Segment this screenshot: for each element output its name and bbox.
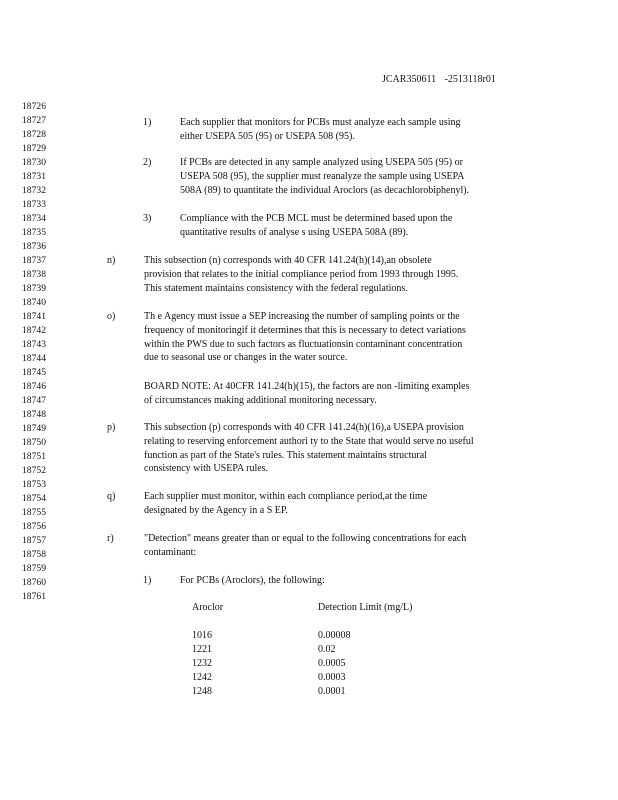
- text-line: Th e Agency must issue a SEP increasing the number of sampling points or the: [144, 311, 460, 322]
- text-line: 508A (89) to quantitate the individual Aroclors (as decachlorobiphenyl).: [180, 184, 470, 196]
- table-cell: 1232: [192, 658, 212, 669]
- line-number: 18756: [22, 521, 46, 532]
- line-number: 18752: [22, 465, 46, 476]
- text-line: Each supplier that monitors for PCBs must analyze each sample using: [180, 117, 461, 128]
- section-n-text: [144, 254, 540, 295]
- table-cell: 0.0001: [318, 686, 346, 697]
- text-line: This statement maintains consistency with the federal regulations.: [144, 282, 408, 294]
- table-cell: 0.00008: [318, 630, 351, 641]
- text-line: function as part of the State's rules. This statement maintains structural: [144, 449, 427, 461]
- text-line: Each supplier must monitor, within each compliance period,at the time: [144, 491, 428, 502]
- text-line: Compliance with the PCB MCL must be determined based upon the: [180, 213, 453, 224]
- table-cell: 0.0003: [318, 672, 346, 683]
- section-o-text: [144, 310, 540, 365]
- line-number: 18751: [22, 451, 46, 462]
- line-number: 18759: [22, 563, 46, 574]
- section-p-text: [144, 421, 540, 476]
- text-line: within the PWS due to such factors as fluctuationsin contaminant concentration: [144, 338, 463, 350]
- line-number: 18727: [22, 115, 46, 126]
- line-number: 18739: [22, 283, 46, 294]
- line-number: 18748: [22, 409, 46, 420]
- item-1-text: [180, 116, 540, 144]
- text-line: designated by the Agency in a S EP.: [144, 504, 288, 516]
- line-number: 18745: [22, 367, 46, 378]
- table-cell: 1016: [192, 630, 212, 641]
- line-number: 18740: [22, 297, 46, 308]
- text-line: of circumstances making additional monitoring necessary.: [144, 394, 377, 406]
- item-2-text: [180, 156, 540, 197]
- line-number: 18754: [22, 493, 46, 504]
- table-header-detection-limit: Detection Limit (mg/L): [318, 602, 413, 613]
- line-number: 18735: [22, 227, 46, 238]
- item-r1-text: For PCBs (Aroclors), the following:: [180, 575, 325, 586]
- table-cell: 1242: [192, 672, 212, 683]
- line-number: 18732: [22, 185, 46, 196]
- line-number: 18726: [22, 101, 46, 112]
- item-label: 1): [143, 117, 152, 128]
- item-label: 1): [143, 575, 152, 586]
- section-label: r): [107, 533, 114, 544]
- section-label: n): [107, 255, 116, 266]
- text-line: due to seasonal use or changes in the water source.: [144, 352, 348, 364]
- line-number: 18738: [22, 269, 46, 280]
- line-number: 18760: [22, 577, 46, 588]
- line-number: 18746: [22, 381, 46, 392]
- line-number: 18747: [22, 395, 46, 406]
- text-line: frequency of monitoringif it determines that this is necessary to detect variations: [144, 324, 466, 336]
- line-number: 18741: [22, 311, 46, 322]
- line-number: 18750: [22, 437, 46, 448]
- line-number: 18731: [22, 171, 46, 182]
- item-3-text: [180, 212, 540, 240]
- line-number: 18728: [22, 129, 46, 140]
- line-number: 18758: [22, 549, 46, 560]
- line-number: 18761: [22, 591, 46, 602]
- section-label: o): [107, 311, 116, 322]
- line-number: 18753: [22, 479, 46, 490]
- line-number: 18734: [22, 213, 46, 224]
- table-cell: 0.0005: [318, 658, 346, 669]
- line-number: 18742: [22, 325, 46, 336]
- section-label: q): [107, 491, 116, 502]
- text-line: This subsection (p) corresponds with 40 CFR 141.24(h)(16),a USEPA provision: [144, 422, 464, 433]
- text-line: consistency with USEPA rules.: [144, 463, 269, 475]
- line-number: 18757: [22, 535, 46, 546]
- text-line: relating to reserving enforcement authori ty to the State that would serve no useful: [144, 435, 474, 447]
- line-number: 18749: [22, 423, 46, 434]
- table-cell: 1221: [192, 644, 212, 655]
- item-label: 2): [143, 157, 152, 168]
- text-line: USEPA 508 (95), the supplier must reanalyze the sample using USEPA: [180, 170, 465, 182]
- line-number: 18736: [22, 241, 46, 252]
- item-label: 3): [143, 213, 152, 224]
- table-header-aroclor: Aroclor: [192, 602, 224, 613]
- line-number: 18755: [22, 507, 46, 518]
- table-cell: 0.02: [318, 644, 336, 655]
- text-line: provision that relates to the initial compliance period from 1993 through 1995.: [144, 268, 459, 280]
- text-line: BOARD NOTE: At 40CFR 141.24(h)(15), the factors are non -limiting examples: [144, 381, 470, 392]
- line-number: 18744: [22, 353, 46, 364]
- line-number: 18730: [22, 157, 46, 168]
- section-label: p): [107, 422, 116, 433]
- document-header: JCAR350611 -2513118r01: [382, 74, 496, 85]
- line-number: 18729: [22, 143, 46, 154]
- board-note: [144, 380, 540, 408]
- text-line: This subsection (n) corresponds with 40 CFR 141.24(h)(14),an obsolete: [144, 255, 432, 266]
- line-number: 18743: [22, 339, 46, 350]
- table-cell: 1248: [192, 686, 212, 697]
- section-r-text: [144, 532, 540, 560]
- text-line: quantitative results of analyse s using USEPA 508A (89).: [180, 226, 409, 238]
- line-number: 18733: [22, 199, 46, 210]
- text-line: "Detection" means greater than or equal to the following concentrations for each: [144, 533, 467, 544]
- text-line: contaminant:: [144, 546, 197, 558]
- section-q-text: [144, 490, 540, 518]
- text-line: If PCBs are detected in any sample analyzed using USEPA 505 (95) or: [180, 157, 463, 168]
- line-number: 18737: [22, 255, 46, 266]
- text-line: either USEPA 505 (95) or USEPA 508 (95).: [180, 130, 355, 142]
